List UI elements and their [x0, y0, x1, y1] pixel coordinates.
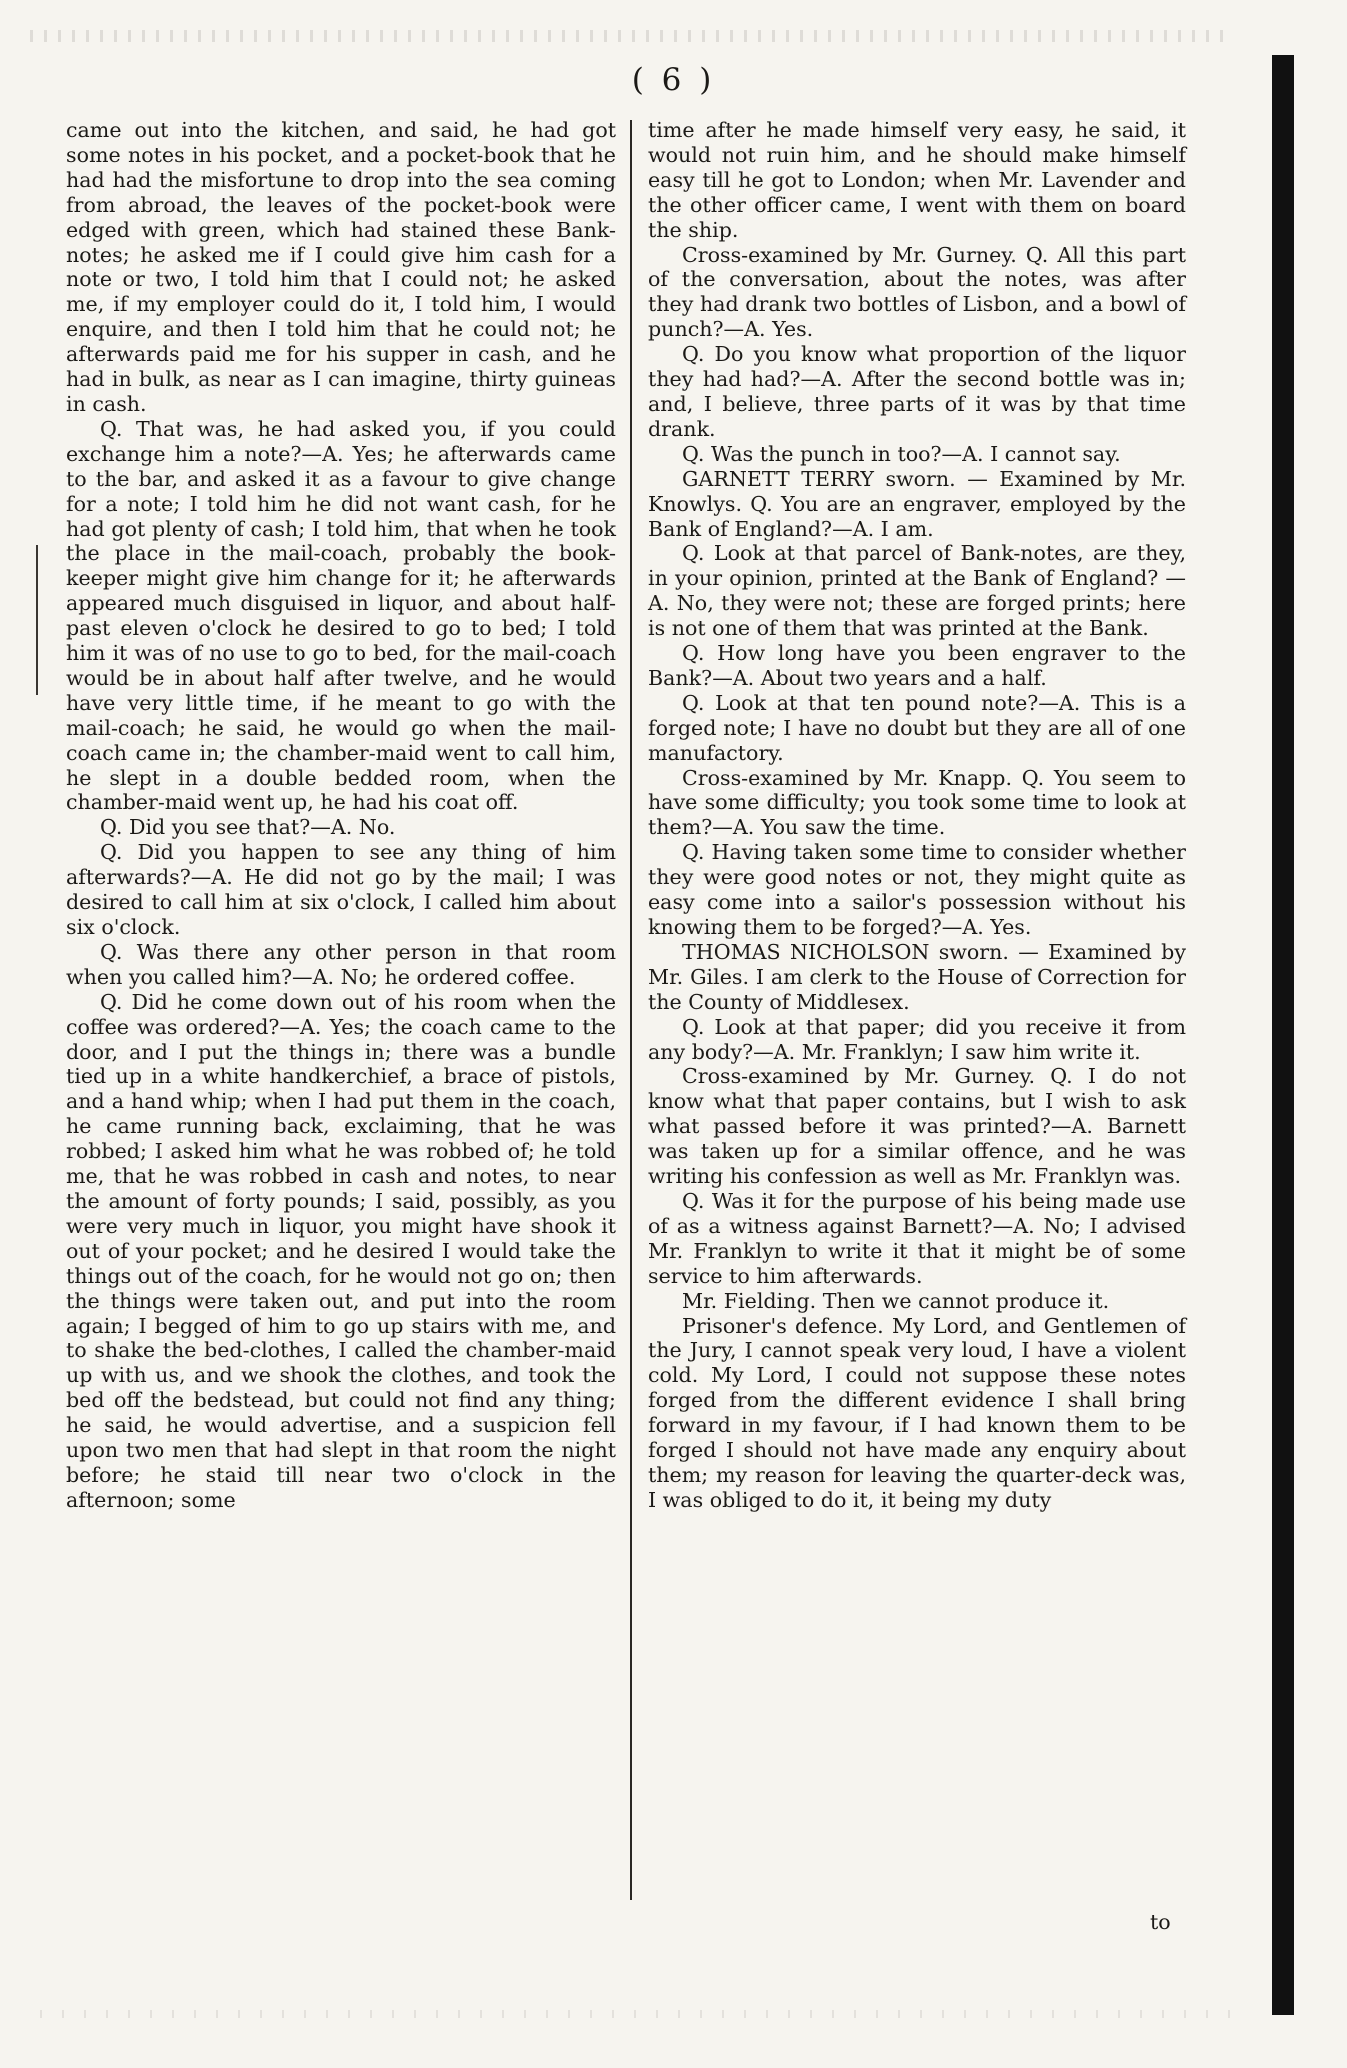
page-number: ( 6 ) [631, 62, 716, 98]
paragraph: Q. Look at that ten pound note?—A. This is a forged note; I have no doubt but they are all of one manufactory. [648, 690, 1186, 765]
paragraph: Q. Did he come down out of his room when the coffee was ordered?—A. Yes; the coach came to the door, and I put the things in; there was a bundle tied up in a white handkerchief, a brace of pistols, and a hand whip; when I had put them in the coach, he came running back, exclaiming, that he was robbed; I asked him what he was robbed of; he told me, that he was robbed in cash and notes, to near the amount of forty pounds; I said, possibly, as you were very much in liquor, you might have shook it out of your pocket; and he desired I would take the things out of the coach, for he would not go on; then the things were taken out, and put into the room again; I begged of him to go up stairs with me, and to shake the bed-clothes, I called the chamber-maid up with us, and we shook the clothes, and took the bed off the bedstead, but could not find any thing; he said, he would advertise, and a suspicion fell upon two men that had slept in that room the night before; he staid till near two o'clock in the afternoon; some [66, 989, 616, 1512]
paragraph: Prisoner's defence. My Lord, and Gentlemen of the Jury, I cannot speak very loud, I have a violent cold. My Lord, I could not suppose these notes forged from the different evidence I shall bring forward in my favour, if I had known them to be forged I should not have made any enquiry about them; my reason for leaving the quarter-deck was, I was obliged to do it, it being my duty [648, 1313, 1186, 1512]
paragraph: Q. Was it for the purpose of his being made use of as a witness against Barnett?—A. No; I advised Mr. Franklyn to write it that it might be of some service to him afterwards. [648, 1188, 1186, 1288]
paragraph: Q. Look at that paper; did you receive it from any body?—A. Mr. Franklyn; I saw him write it. [648, 1014, 1186, 1064]
paragraph: Cross-examined by Mr. Gurney. Q. All this part of the conversation, about the notes, was after they had drank two bottles of Lisbon, and a bowl of punch?—A. Yes. [648, 242, 1186, 342]
paragraph: Cross-examined by Mr. Gurney. Q. I do not know what that paper contains, but I wish to ask what passed before it was printed?—A. Barnett was taken up for a similar offence, and he was writing his confession as well as Mr. Franklyn was. [648, 1064, 1186, 1189]
paragraph: Q. Having taken some time to consider whether they were good notes or not, they might quite as easy come into a sailor's possession without his knowing them to be forged?—A. Yes. [648, 840, 1186, 939]
paragraph: Cross-examined by Mr. Knapp. Q. You seem to have some difficulty; you took some time to look at them?—A. You saw the time. [648, 765, 1186, 840]
scan-edge-bar [1272, 55, 1294, 2015]
paragraph: Q. How long have you been engraver to the Bank?—A. About two years and a half. [648, 641, 1186, 690]
paragraph: Q. That was, he had asked you, if you could exchange him a note?—A. Yes; he afterwards came to the bar, and asked it as a favour to give change for a note; I told him he did not want cash, for he had got plenty of cash; I told him, that when he took the place in the mail-coach, probably the book-keeper might give him change for it; he afterwards appeared much disguised in liquor, and about half-past eleven o'clock he desired to go to bed; I told him it was of no use to go to bed, for the mail-coach would be in about half after twelve, and he would have very little time, if he meant to go with the mail-coach; he said, he would go when the mail-coach came in; the chamber-maid went to call him, he slept in a double bedded room, when the chamber-maid went up, he had his coat off. [66, 416, 616, 815]
paragraph: Q. Was the punch in too?—A. I cannot say. [682, 441, 1121, 466]
paragraph: Q. Was there any other person in that room when you called him?—A. No; he ordered coffee. [66, 939, 616, 989]
paragraph: Q. Do you know what proportion of the liquor they had had?—A. After the second bottle was in; and, I believe, three parts of it was by that time drank. [648, 342, 1186, 441]
paragraph: Mr. Fielding. Then we cannot produce it. [682, 1288, 1110, 1313]
catchword: to [1150, 1910, 1171, 1934]
paragraph: Q. Look at that parcel of Bank-notes, are they, in your opinion, printed at the Bank of England? —A. No, they were not; these are forged prints; here is not one of them that was printed at the Bank. [648, 541, 1186, 641]
paragraph: time after he made himself very easy, he said, it would not ruin him, and he should make himself easy till he got to London; when Mr. Lavender and the other officer came, I went with them on board the ship. [648, 118, 1186, 242]
paragraph: came out into the kitchen, and said, he had got some notes in his pocket, and a pocket-book that he had had the misfortune to drop into the sea coming from abroad, the leaves of the pocket-book were edged with green, which had stained these Bank-notes; he asked me if I could give him cash for a note or two, I told him that I could not; he asked me, if my employer could do it, I told him, I would enquire, and then I told him that he could not; he afterwards paid me for his supper in cash, and he had in bulk, as near as I can imagine, thirty guineas in cash. [66, 118, 616, 416]
scan-noise-top [30, 30, 1230, 42]
margin-rule [36, 545, 38, 695]
paragraph: THOMAS NICHOLSON sworn. — Examined by Mr. Giles. I am clerk to the House of Correction for the County of Middlesex. [648, 939, 1186, 1014]
scan-noise-bottom [40, 2010, 1240, 2018]
paragraph: Q. Did you see that?—A. No. [100, 815, 396, 840]
left-column [66, 118, 616, 1513]
paragraph: Q. Did you happen to see any thing of him afterwards?—A. He did not go by the mail; I was desired to call him at six o'clock, I called him about six o'clock. [66, 840, 616, 939]
column-divider [630, 120, 632, 1900]
paragraph: GARNETT TERRY sworn. — Examined by Mr. Knowlys. Q. You are an engraver, employed by the Bank of England?—A. I am. [648, 466, 1186, 541]
right-column [648, 118, 1186, 1513]
